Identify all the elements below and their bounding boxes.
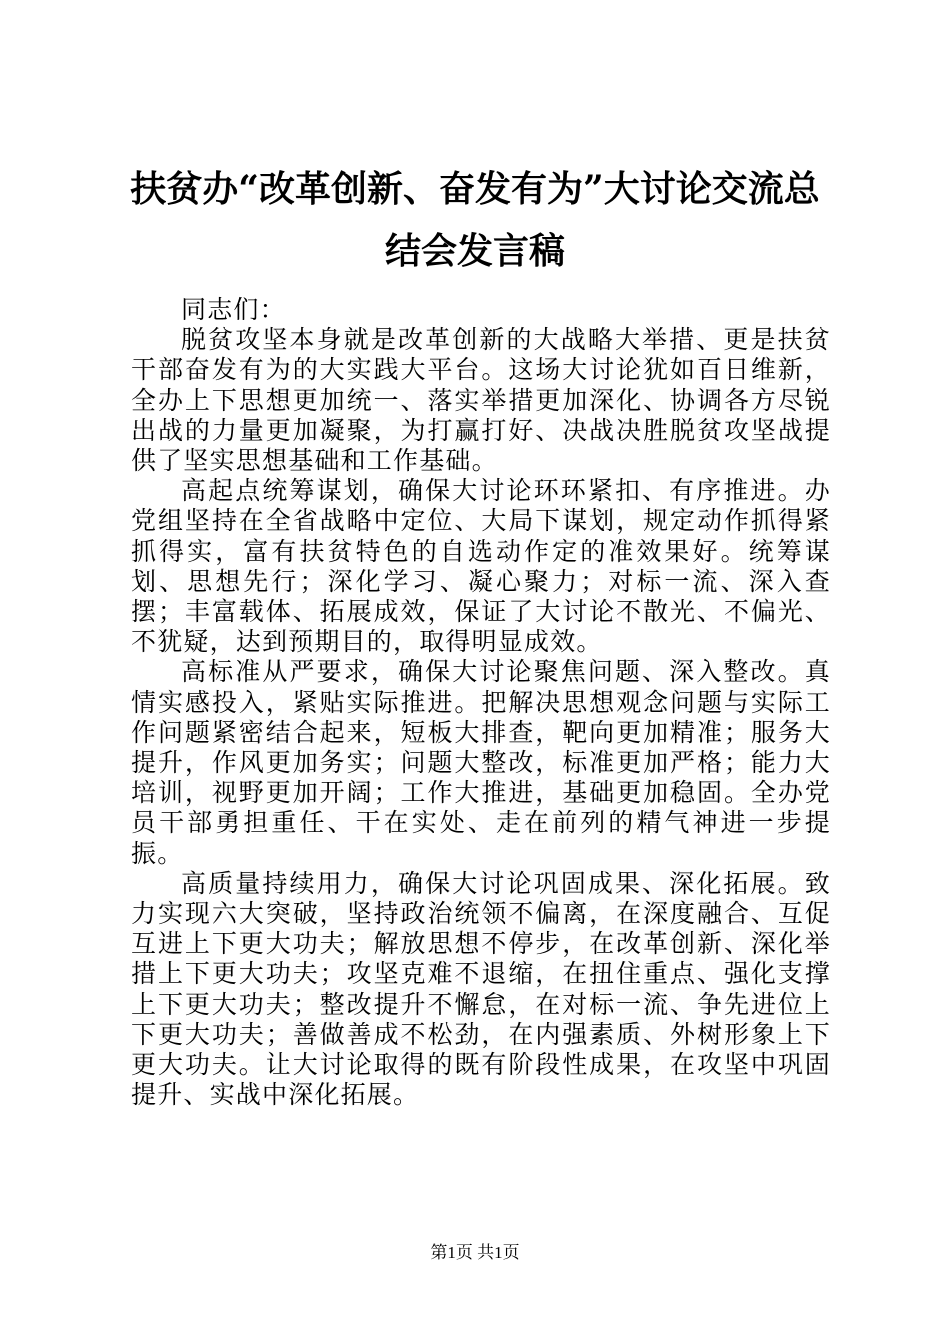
salutation: 同志们： bbox=[181, 295, 286, 324]
document-title bbox=[100, 158, 850, 282]
page-footer: 第1页 共1页 bbox=[430, 1243, 520, 1262]
paragraph-2: 高起点统筹谋划，确保大讨论环环紧扣、有序推进。办党组坚持在全省战略中定位、大局下谋划，规定动作抓得紧抓得实，富有扶贫特色的自选动作定的准效果好。统筹谋划、思想先行；深化学习、凝心聚力；对标一流、深入查摆；丰富载体、拓展成效，保证了大讨论不散光、不偏光、不犹疑，达到预期目的，取得明显成效。 bbox=[131, 476, 831, 657]
title-line-2: 结会发言稿 bbox=[384, 230, 565, 272]
document-body bbox=[131, 295, 831, 1110]
paragraph-4: 高质量持续用力，确保大讨论巩固成果、深化拓展。致力实现六大突破，坚持政治统领不偏离，在深度融合、互促互进上下更大功夫；解放思想不停步，在改革创新、深化举措上下更大功夫；攻坚克难不退缩，在扭住重点、强化支撑上下更大功夫；整改提升不懈怠，在对标一流、争先进位上下更大功夫；善做善成不松劲，在内强素质、外树形象上下更大功夫。让大讨论取得的既有阶段性成果，在攻坚中巩固提升、实战中深化拓展。 bbox=[131, 868, 831, 1110]
paragraph-1: 脱贫攻坚本身就是改革创新的大战略大举措、更是扶贫干部奋发有为的大实践大平台。这场大讨论犹如百日维新，全办上下思想更加统一、落实举措更加深化、协调各方尽锐出战的力量更加凝聚，为打赢打好、决战决胜脱贫攻坚战提供了坚实思想基础和工作基础。 bbox=[131, 325, 831, 476]
paragraph-3: 高标准从严要求，确保大讨论聚焦问题、深入整改。真情实感投入，紧贴实际推进。把解决思想观念问题与实际工作问题紧密结合起来，短板大排查，靶向更加精准；服务大提升，作风更加务实；问题大整改，标准更加严格；能力大培训，视野更加开阔；工作大推进，基础更加稳固。全办党员干部勇担重任、干在实处、走在前列的精气神进一步提振。 bbox=[131, 657, 831, 868]
title-line-1: 扶贫办“改革创新、奋发有为”大讨论交流总 bbox=[130, 168, 820, 210]
